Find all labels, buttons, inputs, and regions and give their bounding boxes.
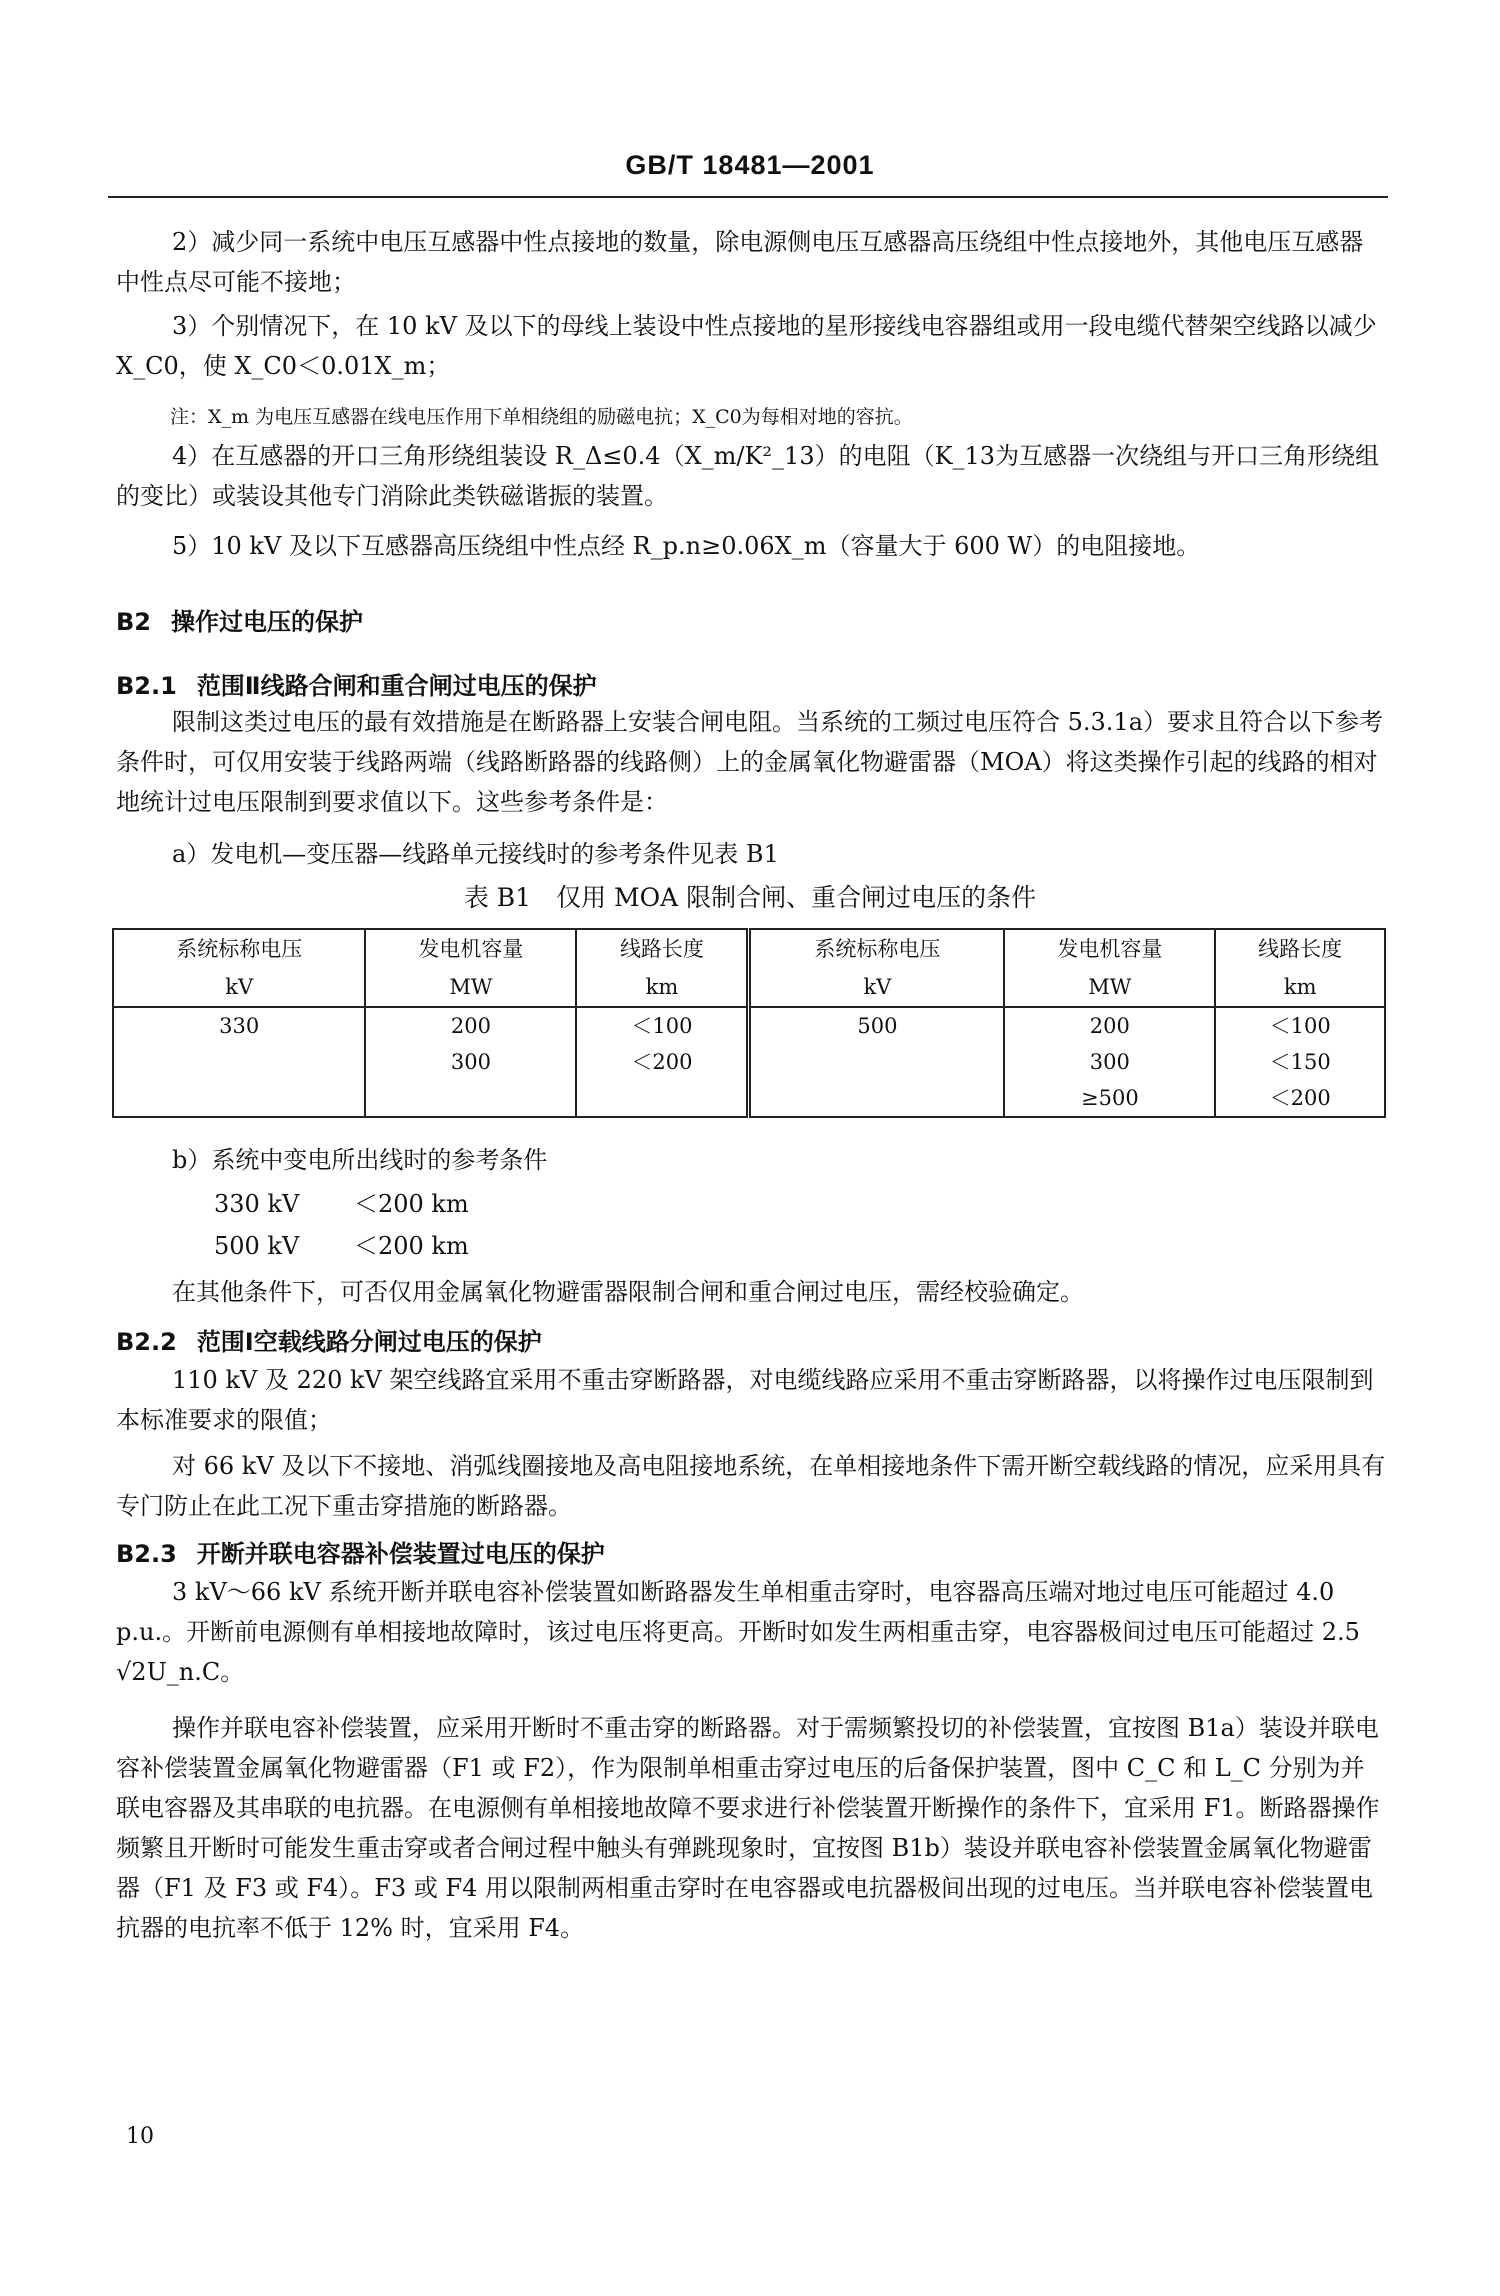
b1-item-3: 3）个别情况下，在 10 kV 及以下的母线上装设中性点接地的星形接线电容器组或用一段电缆代替架空线路以减少 X_C0，使 X_C0＜0.01X_m； (116, 312, 1377, 380)
table-cell: 500 (749, 1007, 1004, 1117)
section-title: 范围Ⅱ线路合闸和重合闸过电压的保护 (196, 672, 597, 700)
b1-item-2: 2）减少同一系统中电压互感器中性点接地的数量，除电源侧电压互感器高压绕组中性点接地外，其他电压互感器中性点尽可能不接地； (116, 228, 1364, 296)
section-title: 操作过电压的保护 (171, 608, 363, 636)
table-cell: 200 300 (365, 1007, 576, 1117)
section-b2-heading (116, 602, 383, 637)
section-b21-heading (116, 666, 617, 701)
table-header-cell: 系统标称电压 kV (749, 929, 1004, 1007)
section-number: B2.2 (116, 1328, 177, 1356)
b1-item-5: 5）10 kV 及以下互感器高压绕组中性点经 R_p.n≥0.06X_m（容量大于 600 W）的电阻接地。 (172, 532, 1201, 560)
b1-item-4: 4）在互感器的开口三角形绕组装设 R_Δ≤0.4（X_m/K²_13）的电阻（K_13为互感器一次绕组与开口三角形绕组的变比）或装设其他专门消除此类铁磁谐振的装置。 (116, 442, 1380, 510)
section-title: 开断并联电容器补偿装置过电压的保护 (196, 1540, 605, 1568)
b22-paragraph-2: 对 66 kV 及以下不接地、消弧线圈接地及高电阻接地系统，在单相接地条件下需开断空载线路的情况，应采用具有专门防止在此工况下重击穿措施的断路器。 (116, 1452, 1386, 1520)
table-cell: 330 (113, 1007, 365, 1117)
section-number: B2.1 (116, 672, 177, 700)
table-header-cell: 线路长度 km (1215, 929, 1385, 1007)
b21-item-b: b）系统中变电所出线时的参考条件 (172, 1146, 548, 1174)
condition-row: 500 kV ＜200 km (214, 1232, 469, 1260)
section-b23-heading (116, 1534, 625, 1569)
table-cell: 200 300 ≥500 (1004, 1007, 1215, 1117)
table-b1-caption: 表 B1 仅用 MOA 限制合闸、重合闸过电压的条件 (463, 883, 1037, 912)
section-number: B2 (116, 608, 151, 636)
b22-paragraph-1: 110 kV 及 220 kV 架空线路宜采用不重击穿断路器，对电缆线路应采用不重击穿断路器，以将操作过电压限制到本标准要求的限值； (116, 1366, 1374, 1434)
table-header-cell: 系统标称电压 kV (113, 929, 365, 1007)
document-header: GB/T 18481—2001 (625, 150, 875, 180)
table-b1 (112, 928, 1386, 1118)
table-header-cell: 线路长度 km (576, 929, 749, 1007)
section-number: B2.3 (116, 1540, 177, 1568)
header-rule (108, 196, 1388, 198)
section-title: 范围Ⅰ空载线路分闸过电压的保护 (196, 1328, 542, 1356)
table-header-cell: 发电机容量 MW (365, 929, 576, 1007)
table-row (113, 1007, 1385, 1117)
condition-row: 330 kV ＜200 km (214, 1190, 469, 1218)
b23-paragraph-2: 操作并联电容补偿装置，应采用开断时不重击穿的断路器。对于需频繁投切的补偿装置，宜按图 B1a）装设并联电容补偿装置金属氧化物避雷器（F1 或 F2），作为限制单相重击穿过电压的后备保护装置，图中 C_C 和 L_C 分别为并联电容器及其串联的电抗器。在电源侧有单相接地故障不要求进行补偿装置开断操作的条件下，宜采用 F1。断路器操作频繁且开断时可能发生重击穿或者合闸过程中触头有弹跳现象时，宜按图 B1b）装设并联电容补偿装置金属氧化物避雷器（F1 及 F3 或 F4）。F3 或 F4 用以限制两相重击穿时在电容器或电抗器极间出现的过电压。当并联电容补偿装置电抗器的电抗率不低于 12% 时，宜采用 F4。 (116, 1714, 1380, 1942)
b1-note: 注：X_m 为电压互感器在线电压作用下单相绕组的励磁电抗；X_C0为每相对地的容抗。 (170, 406, 913, 428)
table-header-cell: 发电机容量 MW (1004, 929, 1215, 1007)
b21-item-a: a）发电机—变压器—线路单元接线时的参考条件见表 B1 (172, 840, 779, 868)
table-cell: ＜100 ＜200 (576, 1007, 749, 1117)
b23-paragraph-1: 3 kV～66 kV 系统开断并联电容补偿装置如断路器发生单相重击穿时，电容器高压端对地过电压可能超过 4.0 p.u.。开断前电源侧有单相接地故障时，该过电压将更高。开断时如发生两相重击穿，电容器极间过电压可能超过 2.5 √2U_n.C。 (116, 1578, 1360, 1686)
b21-tail: 在其他条件下，可否仅用金属氧化物避雷器限制合闸和重合闸过电压，需经校验确定。 (172, 1278, 1084, 1306)
table-cell: ＜100 ＜150 ＜200 (1215, 1007, 1385, 1117)
table-header-row (113, 929, 1385, 1007)
page-number: 10 (126, 2124, 154, 2149)
b21-paragraph: 限制这类过电压的最有效措施是在断路器上安装合闸电阻。当系统的工频过电压符合 5.3.1a）要求且符合以下参考条件时，可仅用安装于线路两端（线路断路器的线路侧）上的金属氧化物避雷器（MOA）将这类操作引起的线路的相对地统计过电压限制到要求值以下。这些参考条件是： (116, 708, 1384, 816)
section-b22-heading (116, 1322, 562, 1357)
